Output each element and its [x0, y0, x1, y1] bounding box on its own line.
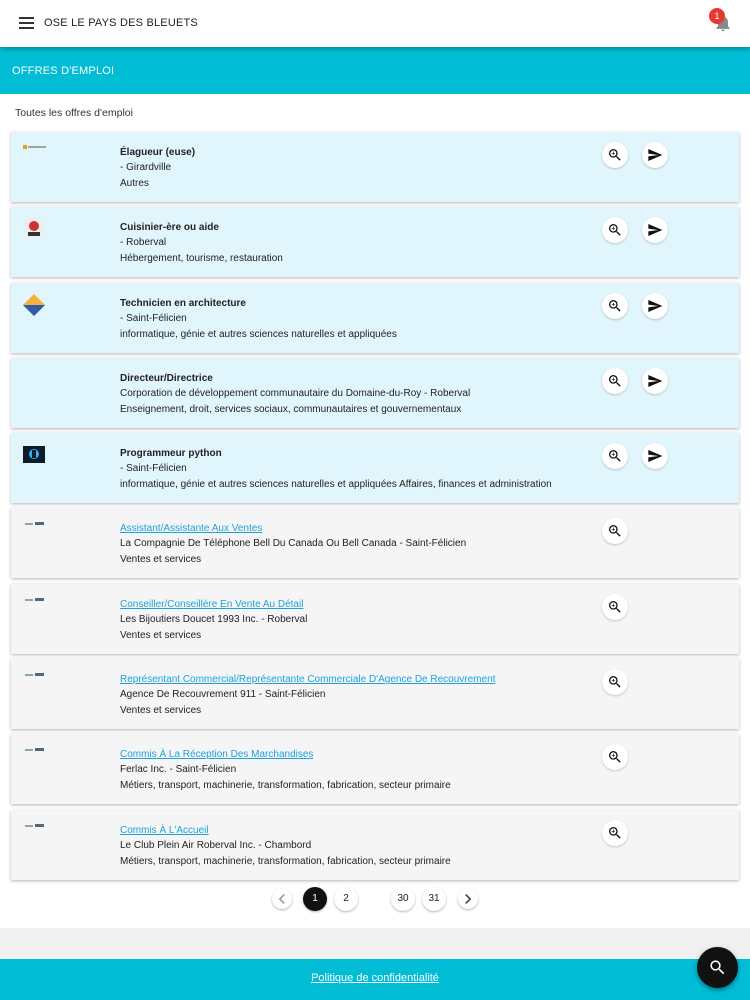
view-details-button[interactable] [602, 443, 628, 469]
page-button-31[interactable]: 31 [422, 887, 446, 911]
page-button-1[interactable]: 1 [303, 887, 327, 911]
job-card[interactable] [11, 734, 739, 804]
job-category: Autres [120, 177, 149, 189]
page-button-30[interactable]: 30 [391, 887, 415, 911]
app-title: OSE LE PAYS DES BLEUETS [44, 17, 198, 29]
job-company-location: Les Bijoutiers Doucet 1993 Inc. - Roberval [120, 614, 308, 626]
job-title[interactable]: Programmeur python [120, 448, 222, 459]
privacy-policy-link[interactable]: Politique de confidentialité [311, 972, 439, 984]
job-company-location: Le Club Plein Air Roberval Inc. - Chambord [120, 840, 312, 852]
apply-send-button[interactable] [642, 142, 668, 168]
zoom-in-icon [607, 298, 623, 314]
job-company-location: Corporation de développement communautaire du Domaine-du-Roy - Roberval [120, 388, 471, 400]
job-card[interactable] [11, 433, 739, 503]
zoom-in-icon [607, 147, 623, 163]
job-card[interactable] [11, 132, 739, 202]
job-list-container [0, 94, 750, 928]
view-details-button[interactable] [602, 368, 628, 394]
job-category: Ventes et services [120, 704, 202, 716]
chevron-left-icon [272, 889, 292, 909]
hamburger-menu-icon[interactable] [19, 17, 34, 29]
job-card[interactable] [11, 659, 739, 729]
zoom-in-icon [607, 674, 623, 690]
job-board-logo [23, 670, 49, 690]
company-logo [23, 218, 49, 238]
company-logo [23, 294, 49, 314]
job-category: Ventes et services [120, 553, 202, 565]
job-category: informatique, génie et autres sciences naturelles et appliquées Affaires, finances et administration [120, 478, 552, 490]
job-company-location: La Compagnie De Téléphone Bell Du Canada Ou Bell Canada - Saint-Félicien [120, 538, 467, 550]
job-board-logo [23, 745, 49, 765]
zoom-in-icon [607, 599, 623, 615]
job-company-location: Ferlac Inc. - Saint-Félicien [120, 764, 237, 776]
job-board-logo [23, 519, 49, 539]
job-title-link[interactable]: Représentant Commercial/Représentante Commerciale D'Agence De Recouvrement [120, 674, 496, 685]
job-title[interactable]: Élagueur (euse) [120, 147, 196, 158]
list-subtitle: Toutes les offres d'emploi [15, 107, 133, 119]
job-location: - Roberval [120, 237, 167, 249]
job-location: - Saint-Félicien [120, 463, 187, 475]
job-category: Hébergement, tourisme, restauration [120, 252, 283, 264]
job-card[interactable] [11, 207, 739, 277]
footer [0, 959, 750, 1000]
zoom-in-icon [607, 523, 623, 539]
job-board-logo [23, 821, 49, 841]
view-details-button[interactable] [602, 293, 628, 319]
view-details-button[interactable] [602, 142, 628, 168]
job-card[interactable] [11, 810, 739, 880]
job-title-link[interactable]: Assistant/Assistante Aux Ventes [120, 523, 263, 534]
apply-send-button[interactable] [642, 293, 668, 319]
job-title[interactable]: Technicien en architecture [120, 298, 246, 309]
job-category: informatique, génie et autres sciences naturelles et appliquées [120, 328, 397, 340]
view-details-button[interactable] [602, 669, 628, 695]
view-details-button[interactable] [602, 217, 628, 243]
job-title-link[interactable]: Commis À L'Accueil [120, 825, 209, 836]
prev-page-button[interactable] [272, 889, 292, 909]
job-card[interactable] [11, 508, 739, 578]
job-title-link[interactable]: Commis À La Réception Des Marchandises [120, 749, 314, 760]
view-details-button[interactable] [602, 594, 628, 620]
view-details-button[interactable] [602, 744, 628, 770]
top-app-bar [0, 0, 750, 47]
search-icon [708, 958, 727, 977]
apply-send-button[interactable] [642, 368, 668, 394]
view-details-button[interactable] [602, 518, 628, 544]
job-category: Ventes et services [120, 629, 202, 641]
zoom-in-icon [607, 825, 623, 841]
page-button-2[interactable]: 2 [334, 887, 358, 911]
job-board-logo [23, 595, 49, 615]
job-category: Enseignement, droit, services sociaux, communautaires et gouvernementaux [120, 403, 462, 415]
job-title-link[interactable]: Conseiller/Conseillère En Vente Au Détail [120, 599, 304, 610]
next-page-button[interactable] [458, 889, 478, 909]
pagination [0, 887, 750, 913]
search-fab-button[interactable] [697, 947, 738, 988]
zoom-in-icon [607, 448, 623, 464]
zoom-in-icon [607, 749, 623, 765]
send-icon [647, 373, 663, 389]
chevron-right-icon [458, 889, 478, 909]
send-icon [647, 222, 663, 238]
job-location: - Saint-Félicien [120, 313, 187, 325]
section-header [0, 47, 750, 94]
job-title[interactable]: Directeur/Directrice [120, 373, 213, 384]
page-spacer [0, 928, 750, 959]
job-category: Métiers, transport, machinerie, transformation, fabrication, secteur primaire [120, 855, 451, 867]
send-icon [647, 147, 663, 163]
section-title: OFFRES D'EMPLOI [12, 65, 115, 77]
company-logo [23, 143, 49, 163]
apply-send-button[interactable] [642, 217, 668, 243]
job-card[interactable] [11, 358, 739, 428]
job-company-location: Agence De Recouvrement 911 - Saint-Félicien [120, 689, 326, 701]
zoom-in-icon [607, 373, 623, 389]
zoom-in-icon [607, 222, 623, 238]
company-logo [23, 444, 49, 464]
send-icon [647, 448, 663, 464]
apply-send-button[interactable] [642, 443, 668, 469]
job-card[interactable] [11, 283, 739, 353]
send-icon [647, 298, 663, 314]
job-card[interactable] [11, 584, 739, 654]
view-details-button[interactable] [602, 820, 628, 846]
notification-badge: 1 [709, 8, 725, 24]
job-category: Métiers, transport, machinerie, transformation, fabrication, secteur primaire [120, 779, 451, 791]
job-location: - Girardville [120, 162, 172, 174]
job-title[interactable]: Cuisinier-ère ou aide [120, 222, 219, 233]
